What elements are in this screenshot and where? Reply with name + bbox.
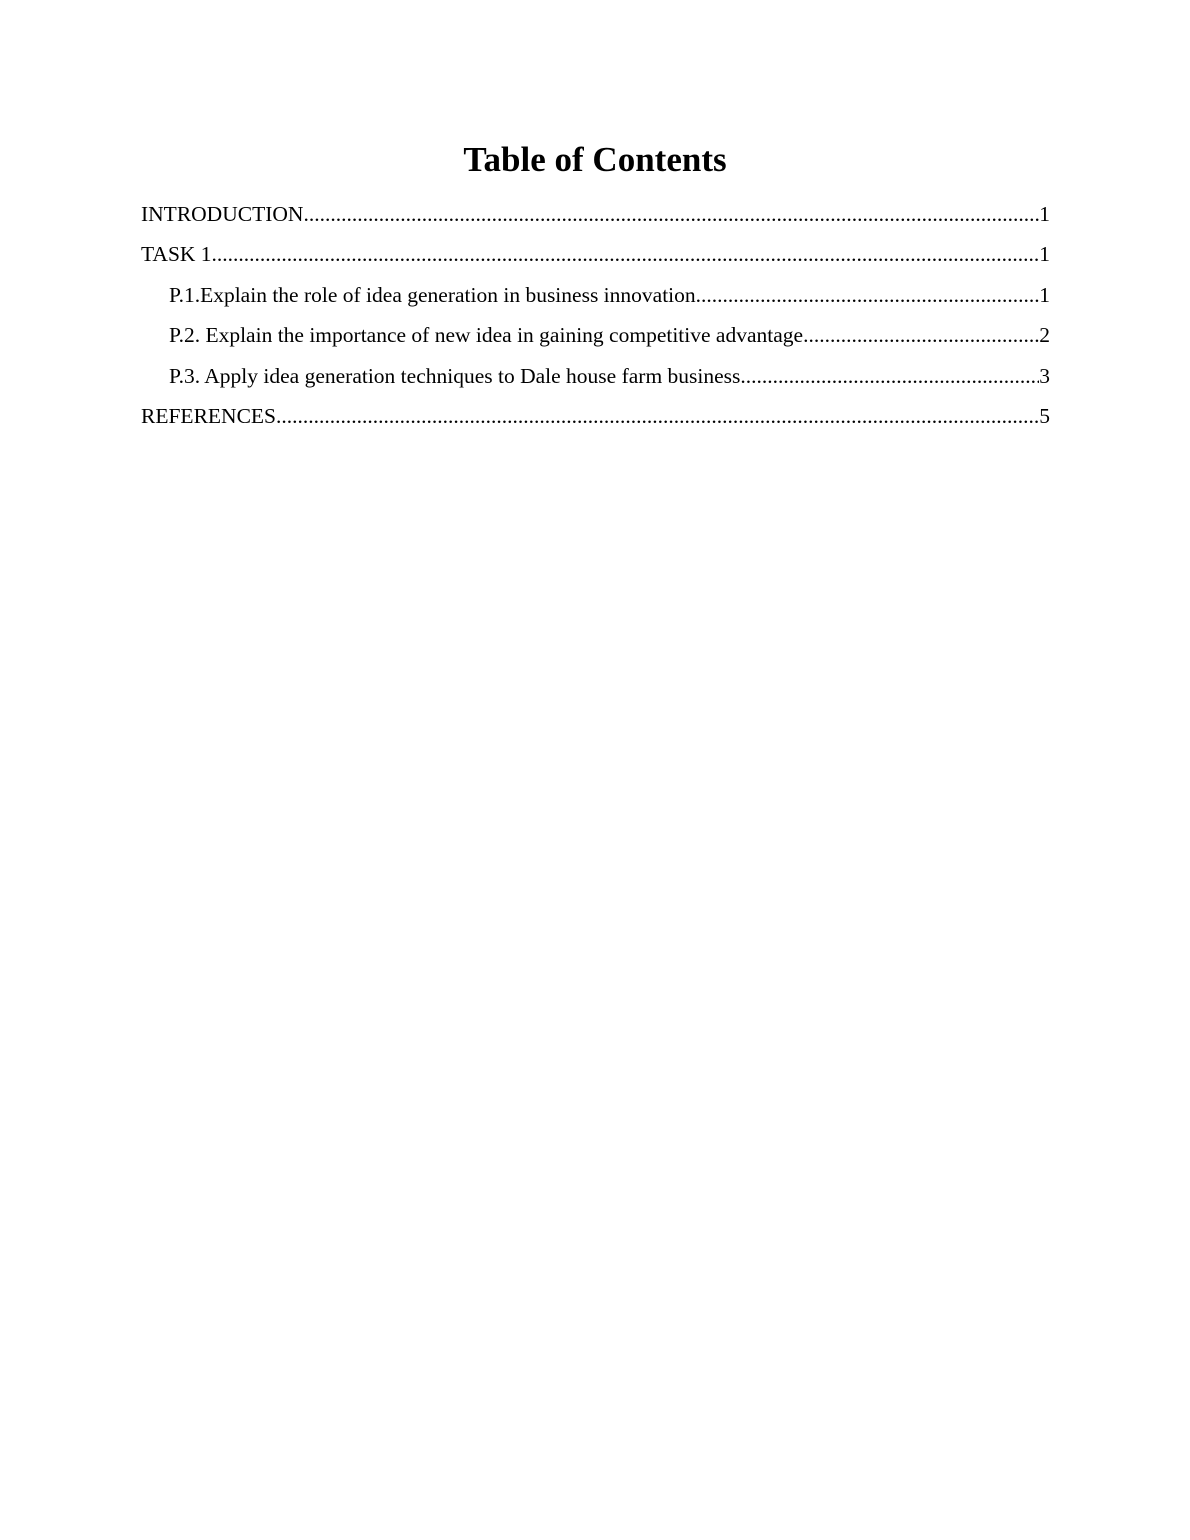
toc-page-number: 2 [1039, 323, 1050, 348]
toc-entry-text: REFERENCES [141, 403, 276, 428]
toc-title: Table of Contents [463, 140, 727, 179]
toc-page-number: 1 [1039, 242, 1050, 267]
toc-entry-introduction[interactable] [141, 196, 1050, 236]
toc-dot-leader [696, 277, 1040, 313]
toc-dot-leader [303, 196, 1039, 232]
toc-entry-text: P.1.Explain the role of idea generation in business innovation [169, 282, 696, 307]
toc-list [141, 196, 1050, 438]
toc-page-number: 3 [1039, 363, 1050, 388]
toc-page-number: 5 [1039, 403, 1050, 428]
toc-entry-text: INTRODUCTION [141, 202, 304, 226]
toc-dot-leader [740, 358, 1039, 394]
toc-entry-text: P.2. Explain the importance of new idea in gaining competitive advantage [169, 323, 804, 348]
toc-dot-leader [276, 398, 1039, 434]
toc-entry-references[interactable] [141, 398, 1050, 438]
toc-entry-task-1[interactable] [141, 236, 1050, 276]
toc-entry-p2[interactable] [141, 317, 1050, 357]
toc-entry-text: TASK 1 [141, 242, 212, 267]
toc-page-number: 1 [1039, 202, 1050, 226]
toc-entry-p1[interactable] [141, 277, 1050, 317]
toc-dot-leader [803, 317, 1039, 353]
toc-page-number: 1 [1039, 282, 1050, 307]
toc-entry-text: P.3. Apply idea generation techniques to Dale house farm business [169, 363, 741, 388]
toc-dot-leader [212, 236, 1040, 272]
toc-entry-p3[interactable] [141, 358, 1050, 398]
